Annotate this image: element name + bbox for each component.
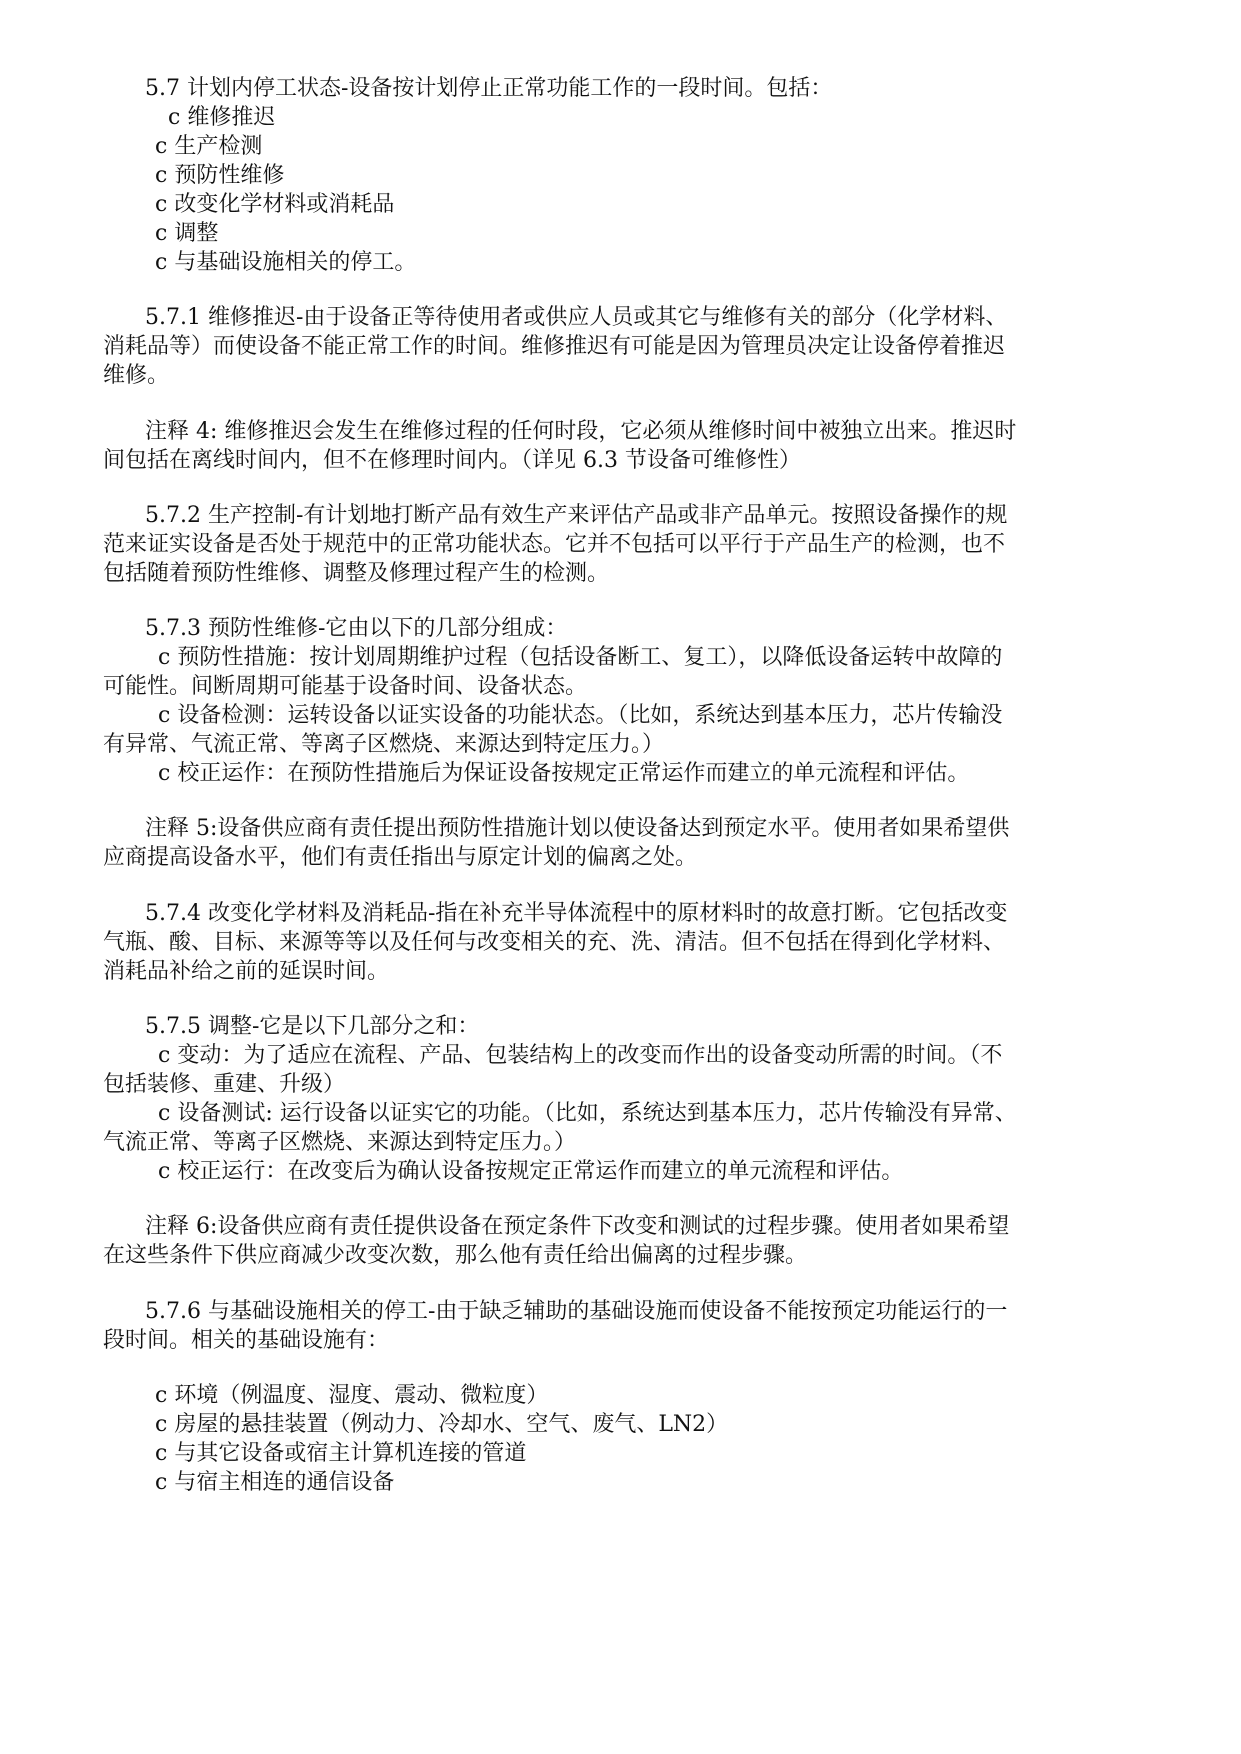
note-line: 注释 6:设备供应商有责任提供设备在预定条件下改变和测试的过程步骤。使用者如果希望 [145, 1214, 1010, 1240]
sub-item [103, 701, 1241, 759]
sub-item-line: 有异常、气流正常、等离子区燃烧、来源达到特定压力。） [103, 732, 665, 758]
list-item: c 维修推迟 [168, 105, 276, 130]
sub-item-line: 包括装修、重建、升级） [103, 1072, 346, 1098]
list-item: c 调整 [155, 221, 219, 246]
section-5-7-3 [103, 614, 1241, 788]
sub-item [103, 759, 1241, 788]
list-item: c 房屋的悬挂装置（例动力、冷却水、空气、废气、LN2） [155, 1411, 729, 1437]
sub-item-line: 可能性。间断周期可能基于设备时间、设备状态。 [103, 674, 588, 700]
list-item: c 改变化学材料或消耗品 [155, 192, 395, 217]
list-item: c 生产检测 [155, 134, 263, 159]
section-heading: 5.7 计划内停工状态-设备按计划停止正常功能工作的一段时间。包括： [145, 76, 833, 101]
note-line: 应商提高设备水平，他们有责任指出与原定计划的偏离之处。 [103, 845, 698, 871]
sub-item-line: c 预防性措施：按计划周期维护过程（包括设备断工、复工），以降低设备运转中故障的 [158, 645, 1003, 671]
paragraph-line: 包括随着预防性维修、调整及修理过程产生的检测。 [103, 560, 610, 586]
list-item: c 与宿主相连的通信设备 [155, 1469, 395, 1495]
section-5-7-1 [103, 303, 1241, 390]
sub-item [103, 1099, 1241, 1157]
paragraph-line: 范来证实设备是否处于规范中的正常功能状态。它并不包括可以平行于产品生产的检测，也不 [103, 531, 1006, 557]
paragraph-line: 5.7.4 改变化学材料及消耗品-指在补充半导体流程中的原材料时的故意打断。它包括改变 [145, 900, 1008, 926]
paragraph-line: 5.7.1 维修推迟-由于设备正等待使用者或供应人员或其它与维修有关的部分（化学材料、 [145, 305, 1008, 331]
list-item: c 预防性维修 [155, 163, 285, 188]
sub-item [103, 643, 1241, 701]
list-item: c 与基础设施相关的停工。 [155, 250, 417, 275]
section-5-7-6 [103, 1297, 1241, 1355]
paragraph-line: 5.7.6 与基础设施相关的停工-由于缺乏辅助的基础设施而使设备不能按预定功能运行的一 [145, 1298, 1008, 1324]
sub-item-line: c 设备检测：运转设备以证实设备的功能状态。（比如，系统达到基本压力，芯片传输没 [158, 703, 1003, 729]
sub-item-line: c 变动：为了适应在流程、产品、包装结构上的改变而作出的设备变动所需的时间。（不 [158, 1043, 1003, 1069]
sub-item [103, 1157, 1241, 1186]
paragraph-line: 段时间。相关的基础设施有： [103, 1327, 390, 1353]
note-5 [103, 814, 1241, 872]
sub-item-line: c 设备测试: 运行设备以证实它的功能。（比如，系统达到基本压力，芯片传输没有异常、 [158, 1101, 1017, 1127]
sub-item-line: c 校正运作：在预防性措施后为保证设备按规定正常运作而建立的单元流程和评估。 [158, 761, 970, 787]
paragraph-line: 5.7.2 生产控制-有计划地打断产品有效生产来评估产品或非产品单元。按照设备操作的规 [145, 502, 1008, 528]
section-5-7-4 [103, 899, 1241, 986]
sub-item [103, 1041, 1241, 1099]
list-item: c 与其它设备或宿主计算机连接的管道 [155, 1440, 527, 1466]
paragraph-line: 消耗品补给之前的延误时间。 [103, 958, 390, 984]
section-5-7-2 [103, 501, 1241, 588]
section-5-7-5 [103, 1012, 1241, 1186]
note-line: 注释 4: 维修推迟会发生在维修过程的任何时段，它必须从维修时间中被独立出来。推迟时 [145, 418, 1017, 444]
paragraph-line: 气瓶、酸、目标、来源等等以及任何与改变相关的充、洗、清洁。但不包括在得到化学材料、 [103, 929, 1006, 955]
note-6 [103, 1212, 1241, 1270]
paragraph-line: 维修。 [103, 363, 170, 389]
section-5-7 [103, 74, 1241, 277]
note-4 [103, 417, 1241, 475]
list-item: c 环境（例温度、湿度、震动、微粒度） [155, 1382, 549, 1408]
paragraph-line: 消耗品等）而使设备不能正常工作的时间。维修推迟有可能是因为管理员决定让设备停着推迟 [103, 334, 1006, 360]
sub-item-line: 气流正常、等离子区燃烧、来源达到特定压力。） [103, 1130, 577, 1156]
section-heading: 5.7.3 预防性维修-它由以下的几部分组成： [145, 616, 568, 642]
infrastructure-list [103, 1381, 1241, 1497]
sub-item-line: c 校正运行：在改变后为确认设备按规定正常运作而建立的单元流程和评估。 [158, 1159, 904, 1185]
section-heading: 5.7.5 调整-它是以下几部分之和： [145, 1014, 480, 1040]
note-line: 注释 5:设备供应商有责任提出预防性措施计划以使设备达到预定水平。使用者如果希望供 [145, 816, 1010, 842]
note-line: 间包括在离线时间内，但不在修理时间内。（详见 6.3 节设备可维修性） [103, 447, 801, 473]
note-line: 在这些条件下供应商减少改变次数，那么他有责任给出偏离的过程步骤。 [103, 1243, 808, 1269]
